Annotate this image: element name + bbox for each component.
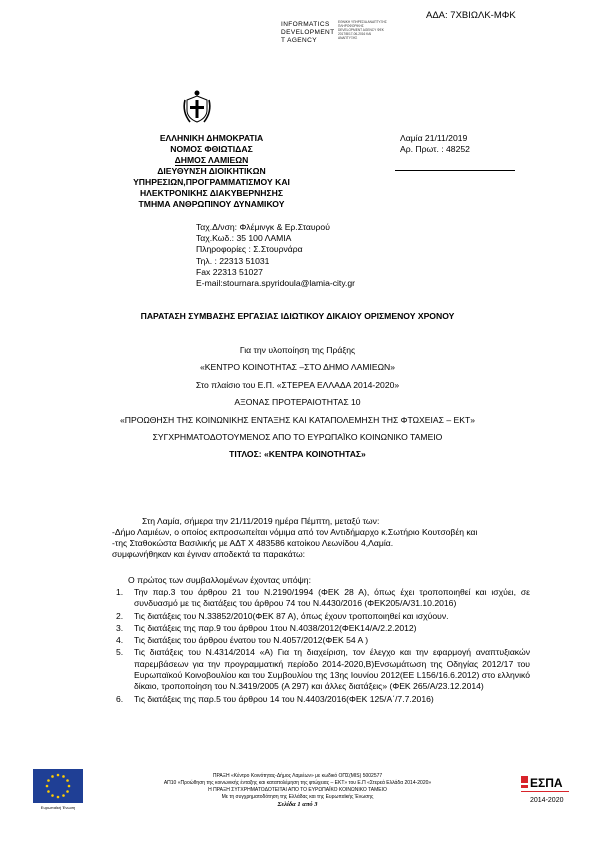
eu-star-icon [57,774,60,777]
eu-star-icon [47,790,50,793]
list-item: 1. Την παρ.3 του άρθρου 21 του Ν.2190/1994 (ΦΕΚ 28 Α), όπως έχει τροποποιηθεί και ισχύει, σε συνδυασμό με τις διατάξεις του άρθρου 74 του Ν.4430/2016 (ΦΕΚ205/Α/31.10.2016) [116,587,530,609]
contact-email: E-mail:stournara.spyridoula@lamia-city.gr [196,278,356,289]
agency-small-text: ΕΘΝΙΚΗ ΥΠΗΡΕΣΙΑ ΑΝΑΠΤΥΞΗΣ ΠΛΗΡΟΦΟΡΙΚΗΣ DEVELOPMENT AGENCY ΦΕΚ 2017/Β/17-06-2016 ΚΑΙ ΑΝΑΠΤΥΞΗΣ [338,20,387,40]
espa-brand: ΕΣΠΑ [530,776,563,790]
greek-state-emblem-icon [180,86,214,126]
eu-caption: Ευρωπαϊκή Ένωση [40,805,76,810]
contact-address: Ταχ.Δ/νση: Φλέμινγκ & Ερ.Σταυρού [196,222,330,232]
eu-star-icon [46,785,49,788]
list-item: 3. Τις διατάξεις της παρ.9 του άρθρου 1του Ν.4038/2012(ΦΕΚ14/Α/2.2.2012) [116,622,417,633]
document-title: ΠΑΡΑΤΑΣΗ ΣΥΜΒΑΣΗΣ ΕΡΓΑΣΙΑΣ ΙΔΙΩΤΙΚΟΥ ΔΙΚΑΙΟΥ ΟΡΙΣΜΕΝΟΥ ΧΡΟΝΟΥ [140,311,455,321]
directorate-name: ΔΙΕΥΘΥΝΣΗ ΔΙΟΙΚΗΤΙΚΩΝ ΥΠΗΡΕΣΙΩΝ,ΠΡΟΓΡΑΜΜΑΤΙΣΜΟΥ ΚΑΙ ΗΛΕΚΤΡΟΝΙΚΗΣ ΔΙΑΚΥΒΕΡΝΗΣΗΣ [133,166,290,198]
page-number: Σελίδα 1 από 3 [277,801,318,808]
list-item: 4. Τις διατάξεις του άρθρου ένατου του Ν.4057/2012(ΦΕΚ 54 Α ) [116,635,369,646]
legal-clauses [112,587,530,706]
document-date: Λαμία 21/11/2019 [400,133,468,143]
contact-phone: Τηλ. : 22313 51031 [196,255,270,266]
page-footer: ΠΡΑΞΗ «Κέντρο Κοινότητας-Δήμος Λαμιέων» με κωδικό ΟΠΣ(ΜΙS) 5002577 ΑΠ10 «Προώθηση της κοινωνικής ένταξης και καταπολέμηση της φτώχειας – ΕΚΤ» του Ε.Π «Στερεά Ελλάδα 2014-2020» Η ΠΡΑΞΗ ΣΥΓΧΡΗΜΑΤΟΔΟΤΕΙΤΑΙ ΑΠΟ ΤΟ ΕΥΡΩΠΑΪΚΟ ΚΟΙΝΩΝΙΚΟ ΤΑΜΕΙΟ Με τη συγχρηματοδότηση της Ελλάδας και της Ευρωπαϊκής Ένωσης Σελίδα 1 από 3 [105,773,490,808]
eu-star-icon [47,779,50,782]
contact-postcode: Ταχ.Κωδ.: 35 100 ΛΑΜΙΑ [196,233,292,244]
divider [395,170,515,171]
eu-star-icon [68,785,71,788]
contact-info [196,222,355,289]
eu-star-icon [62,794,65,797]
department-name: ΤΜΗΜΑ ΑΝΘΡΩΠΙΝΟΥ ΔΥΝΑΜΙΚΟΥ [138,198,285,209]
eu-flag-icon [33,769,83,803]
eu-star-icon [51,775,54,778]
party-employee: -της Σταθοκώστα Βασιλικής με ΑΔΤ Χ 483586 κατοίκου Λεωνίδου 4,Λαμία. [112,538,394,548]
espa-logo-icon [519,772,571,812]
eu-star-icon [57,796,60,799]
list-item: 5. Τις διατάξεις του Ν.4314/2014 «Α) Για τη διαχείριση, τον έλεγχο και την εφαρμογή αναπτυξιακών παρεμβάσεων για την προγραμματική περίοδο 2014-2020,Β)Ενσωμάτωση της Οδηγίας 2012/17 του Ευρωπαϊκού Κοινοβουλίου και του Συμβουλίου της 13ης Ιουνίου 2012(ΕΕ L156/16.6.2012) στο ελληνικό δίκαιο, τροποποίηση του Ν.3419/2005 (Α 297) και άλλες διατάξεις» (ΦΕΚ 265/Α/23.12.2014) [116,647,530,692]
prefecture-name: ΝΟΜΟΣ ΦΘΙΩΤΙΔΑΣ [170,143,253,154]
contracting-parties [112,527,527,560]
espa-period: 2014-2020 [530,797,564,804]
list-item: 6. Τις διατάξεις της παρ.5 του άρθρου 14 του Ν.4403/2016(ΦΕΚ 125/Α΄/7.7.2016) [116,693,434,704]
party-municipality: -Δήμο Λαμιέων, ο οποίος εκπροσωπείται νόμιμα από τον Αντιδήμαρχο κ.Σωτήριο Κουτσοβέη και [112,527,478,537]
eu-star-icon [66,790,69,793]
contact-fax: Fax 22313 51027 [196,266,263,277]
issuer-header [130,133,293,210]
project-description: Για την υλοποίηση της Πράξης «ΚΕΝΤΡΟ ΚΟΙΝΟΤΗΤΑΣ –ΣΤΟ ΔΗΜΟ ΛΑΜΙΕΩΝ» Στο πλαίσιο του Ε.Π. «ΣΤΕΡΕΑ ΕΛΛΑΔΑ 2014-2020» ΑΞΟΝΑΣ ΠΡΟΤΕΡΑΙΟΤΗΤΑΣ 10 «ΠΡΟΩΘΗΣΗ ΤΗΣ ΚΟΙΝΩΝΙΚΗΣ ΕΝΤΑΞΗΣ ΚΑΙ ΚΑΤΑΠΟΛΕΜΗΣΗ ΤΗΣ ΦΤΩΧΕΙΑΣ – ΕΚΤ» ΣΥΓΧΡΗΜΑΤΟΔΟΤΟΥΜΕΝΟΣ ΑΠΟ ΤΟ ΕΥΡΩΠΑΪΚΟ ΚΟΙΝΩΝΙΚΟ ΤΑΜΕΙΟ ΤΙΤΛΟΣ: «ΚΕΝΤΡΑ ΚΟΙΝΟΤΗΤΑΣ» [60,345,535,467]
ada-code: ΑΔΑ: 7ΧΒΙΩΛΚ-ΜΦΚ [426,10,516,21]
first-party-text: Ο πρώτος των συμβαλλομένων έχοντας υπόψη: [128,575,311,585]
date-protocol-block [400,133,470,155]
agreement-text: συμφωνήθηκαν και έγιναν αποδεκτά τα παρακάτω: [112,549,306,559]
intro-text: Στη Λαμία, σήμερα την 21/11/2019 ημέρα Πέμπτη, μεταξύ των: [142,516,380,526]
eu-star-icon [51,794,54,797]
agency-logo-text: INFORMATICS DEVELOPMENT T AGENCY [281,21,335,44]
list-item: 2. Τις διατάξεις του Ν.33852/2010(ΦΕΚ 87 Α), όπως έχουν τροποποιηθεί και ισχύουν. [116,610,449,621]
municipality-name: ΔΗΜΟΣ ΛΑΜΙΕΩΝ [174,154,249,165]
country-name: ΕΛΛΗΝΙΚΗ ΔΗΜΟΚΡΑΤΙΑ [159,133,264,143]
eu-star-icon [66,779,69,782]
contact-person: Πληροφορίες : Σ.Στουρνάρα [196,244,303,255]
protocol-number: Αρ. Πρωτ. : 48252 [400,144,470,154]
project-title: ΤΙΤΛΟΣ: «ΚΕΝΤΡΑ ΚΟΙΝΟΤΗΤΑΣ» [229,449,366,460]
eu-star-icon [62,775,65,778]
